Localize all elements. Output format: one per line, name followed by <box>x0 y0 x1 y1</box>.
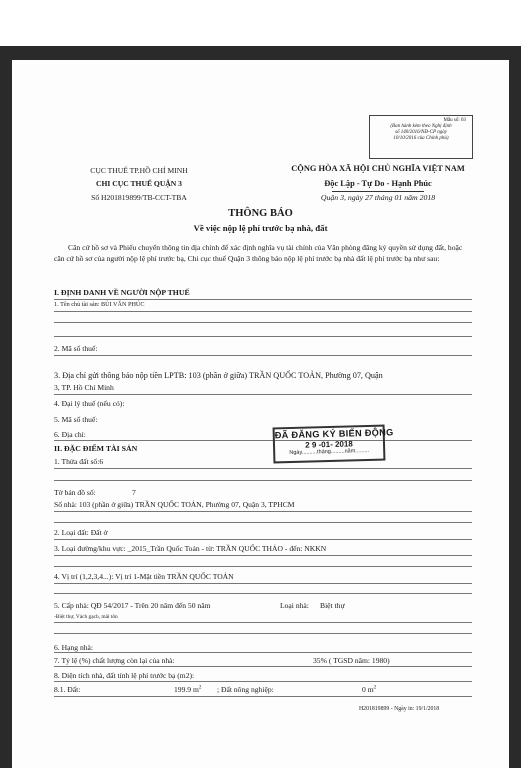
issue-date: Quận 3, ngày 27 tháng 01 năm 2018 <box>320 193 436 202</box>
map-sheet-field: Tờ bản đồ số: <box>54 488 96 497</box>
parcel-field: 1. Thửa đất số:6 <box>54 457 104 466</box>
national-motto: Độc Lập - Tự Do - Hạnh Phúc <box>324 179 432 188</box>
house-type-label: Loại nhà: <box>280 601 309 610</box>
previous-page-strip <box>0 0 521 46</box>
agent-address-field: 6. Địa chỉ: <box>54 430 86 439</box>
form-number-box <box>369 115 473 159</box>
tax-agent-field: 4. Đại lý thuế (nếu có): <box>54 399 125 408</box>
remaining-quality-field: 7. Tỷ lệ (%) chất lượng còn lại của nhà: <box>54 656 175 665</box>
house-number-field: Số nhà: 103 (phần ở giữa) TRẦN QUỐC TOẢN, Phường 07, Quận 3, TPHCM <box>54 500 295 509</box>
land-area-label: 8.1. Đất: <box>54 685 81 694</box>
owner-field: 1. Tên chủ tài sản: BÙI VĂN PHÚC <box>54 301 145 308</box>
registration-stamp <box>273 425 394 464</box>
house-class-field: 6. Hạng nhà: <box>54 643 94 652</box>
stamp-title: ĐÃ ĐĂNG KÝ BIẾN ĐỘNG <box>274 427 394 441</box>
document-title: THÔNG BÁO <box>228 208 293 219</box>
agency-branch: CHI CỤC THUẾ QUẬN 3 <box>96 179 182 188</box>
house-note: -Biệt thự, Vách gạch, mái tôn <box>54 614 118 620</box>
form-number: Mẫu số: 03 <box>443 118 466 123</box>
notice-address-field: 3. Địa chỉ gửi thông báo nộp tiền LPTB: 103 (phần ở giữa) TRẦN QUỐC TOẢN, Phường 07, Quận <box>54 371 383 380</box>
print-footer: H201819899 - Ngày in: 19/1/2018 <box>359 706 440 712</box>
document-subtitle: Về việc nộp lệ phí trước bạ nhà, đất <box>193 223 328 233</box>
farm-area-label: ; Đất nông nghiệp: <box>217 685 274 694</box>
form-note-line: số 140/2016/NĐ-CP ngày <box>395 130 447 135</box>
house-grade-field: 5. Cấp nhà: QĐ 54/2017 - Trên 20 năm đến 50 năm <box>54 601 211 610</box>
notice-address-continued: 3, TP. Hồ Chí Minh <box>54 383 114 392</box>
area-heading: 8. Diện tích nhà, đất tính lệ phí trước bạ (m2): <box>54 671 195 680</box>
remaining-quality-value: 35% ( TGSD năm: 1980) <box>313 656 390 665</box>
land-area-number: 199.9 m <box>174 685 199 694</box>
agent-tax-code-field: 5. Mã số thuế: <box>54 415 98 424</box>
tax-code-field: 2. Mã số thuế: <box>54 344 98 353</box>
position-field: 4. Vị trí (1,2,3,4...): Vị trí 1-Mặt tiền TRẦN QUỐC TOẢN <box>54 572 234 581</box>
farm-area-number: 0 m <box>362 685 374 694</box>
farm-area-value: 0 $m^2$ <box>362 685 377 694</box>
document-page <box>12 60 509 768</box>
republic-title: CỘNG HÒA XÃ HỘI CHỦ NGHĨA VIỆT NAM <box>291 164 465 173</box>
land-type-field: 2. Loại đất: Đất ở <box>54 528 108 537</box>
agency-name: CỤC THUẾ TP.HỒ CHÍ MINH <box>90 166 188 175</box>
section-heading: I. ĐỊNH DANH VỀ NGƯỜI NỘP THUẾ <box>54 288 190 297</box>
form-note-line: (Ban hành kèm theo Nghị định <box>390 124 452 129</box>
document-number: Số H201819899/TB-CCT-TBA <box>91 193 187 202</box>
intro-paragraph: Căn cứ hồ sơ và Phiếu chuyển thông tin địa chính để xác định nghĩa vụ tài chính của Văn phòng đăng ký quyền sử dụng đất, hoặc căn cứ hồ sơ của người nộp lệ phí trước bạ, Chi cục thuế Quận 3 thông báo nộp lệ phí trước bạ nhà đất lệ phí trước bạ như sau: <box>54 243 463 263</box>
stamp-date-line: Ngày..........tháng.........năm......... <box>289 447 370 457</box>
road-area-field: 3. Loại đường/khu vực: _2015_Trần Quốc Toản - từ: TRẦN QUỐC THẢO - đến: NKKN <box>54 544 327 553</box>
land-area-value: 199.9 $m^2$ <box>174 685 202 694</box>
map-sheet-value: 7 <box>132 488 136 497</box>
stamp-date: 2 9 -01- 2018 <box>305 439 353 450</box>
section-heading: II. ĐẶC ĐIỂM TÀI SẢN <box>54 444 138 453</box>
house-type-value: Biệt thự <box>320 601 345 610</box>
form-note-line: 10/10/2016 của Chính phủ) <box>393 136 449 141</box>
